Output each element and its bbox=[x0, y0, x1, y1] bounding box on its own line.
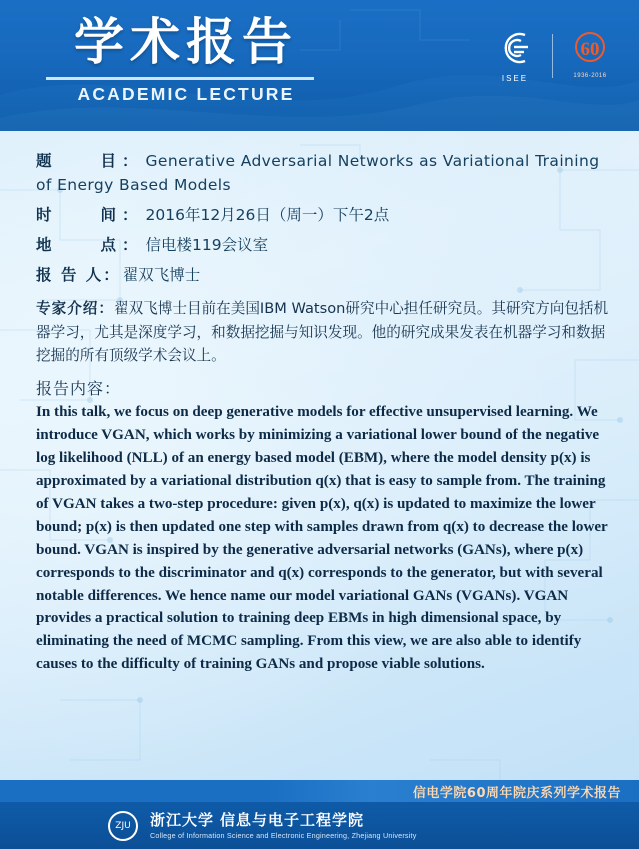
field-speaker-value: 翟双飞博士 bbox=[122, 266, 201, 285]
abstract-heading: 报告内容： bbox=[36, 379, 122, 398]
field-topic-label: 题 目： bbox=[36, 152, 144, 170]
footer-college-cn bbox=[150, 811, 417, 830]
footer-college-en: College of Information Science and Electronic Engineering, Zhejiang University bbox=[150, 831, 417, 841]
speaker-bio bbox=[36, 297, 615, 368]
logo-divider bbox=[552, 34, 553, 78]
poster-title-cn: 学术报告 bbox=[74, 13, 298, 71]
field-topic bbox=[36, 149, 615, 197]
field-place-label: 地 点： bbox=[36, 236, 144, 255]
title-divider bbox=[46, 77, 314, 80]
field-speaker-label: 报 告 人： bbox=[36, 266, 121, 285]
field-time-value: 2016年12月26日（周一）下午2点 bbox=[145, 206, 390, 225]
poster-content bbox=[0, 131, 639, 676]
poster-title-en: ACADEMIC LECTURE bbox=[77, 83, 295, 104]
field-time-label: 时 间： bbox=[36, 206, 144, 225]
footer-series-text: 信电学院60周年院庆系列学术报告 bbox=[412, 785, 621, 801]
footer-university-cn: 浙江大学 bbox=[150, 810, 215, 829]
poster-header bbox=[0, 0, 639, 131]
footer-college-names bbox=[150, 811, 417, 841]
anniversary-logo bbox=[567, 32, 613, 79]
field-topic-value: Generative Adversarial Networks as Variational Training of Energy Based Models bbox=[36, 152, 600, 195]
field-place-value: 信电楼119会议室 bbox=[145, 236, 269, 255]
isee-logo bbox=[492, 28, 538, 83]
footer-series-strip bbox=[0, 780, 639, 802]
svg-text:60: 60 bbox=[580, 39, 600, 60]
zju-emblem-icon: ZJU bbox=[108, 811, 138, 841]
field-place bbox=[36, 233, 615, 257]
anniversary-ribbon-icon bbox=[567, 32, 613, 66]
header-title-block bbox=[46, 14, 326, 105]
speaker-bio-label: 专家介绍： bbox=[36, 300, 114, 318]
footer-college-name-cn: 信息与电子工程学院 bbox=[220, 810, 365, 829]
speaker-bio-text: 翟双飞博士目前在美国IBM Watson研究中心担任研究员。其研究方向包括机器学习，尤其是深度学习，和数据挖掘与知识发现。他的研究成果发表在机器学习和数据挖掘的所有顶级学术会议上。 bbox=[36, 300, 609, 365]
isee-logo-text: ISEE bbox=[501, 74, 529, 83]
anniversary-subtext: 1936-2016 bbox=[573, 73, 607, 79]
field-speaker bbox=[36, 263, 615, 287]
header-logos bbox=[492, 28, 613, 83]
abstract-text: In this talk, we focus on deep generative models for effective unsupervised learning. We introduce VGAN, which works by minimizing a variational lower bound of the negative log likelihood (NLL) of an energy based model (EBM), where the model density p(x) is approximated by a variational distribution q(x) that is easy to sample from. The training of VGAN takes a two-step procedure: given p(x), q(x) is updated to maximize the lower bound; p(x) is then updated one step with samples drawn from q(x) to decrease the lower bound. VGAN is inspired by the generative adversarial networks (GANs), where p(x) corresponds to the discriminator and q(x) corresponds to the generator, but with several notable differences. We hence name our model variational GANs (VGANs). VGAN provides a practical solution to training deep EBMs in high dimensional space, by eliminating the need of MCMC sampling. From this view, we are also able to identify causes to the difficulty of training GANs and propose viable solutions. bbox=[36, 404, 608, 673]
field-time bbox=[36, 203, 615, 227]
isee-mark-icon bbox=[492, 28, 538, 68]
footer-bar bbox=[0, 802, 639, 849]
